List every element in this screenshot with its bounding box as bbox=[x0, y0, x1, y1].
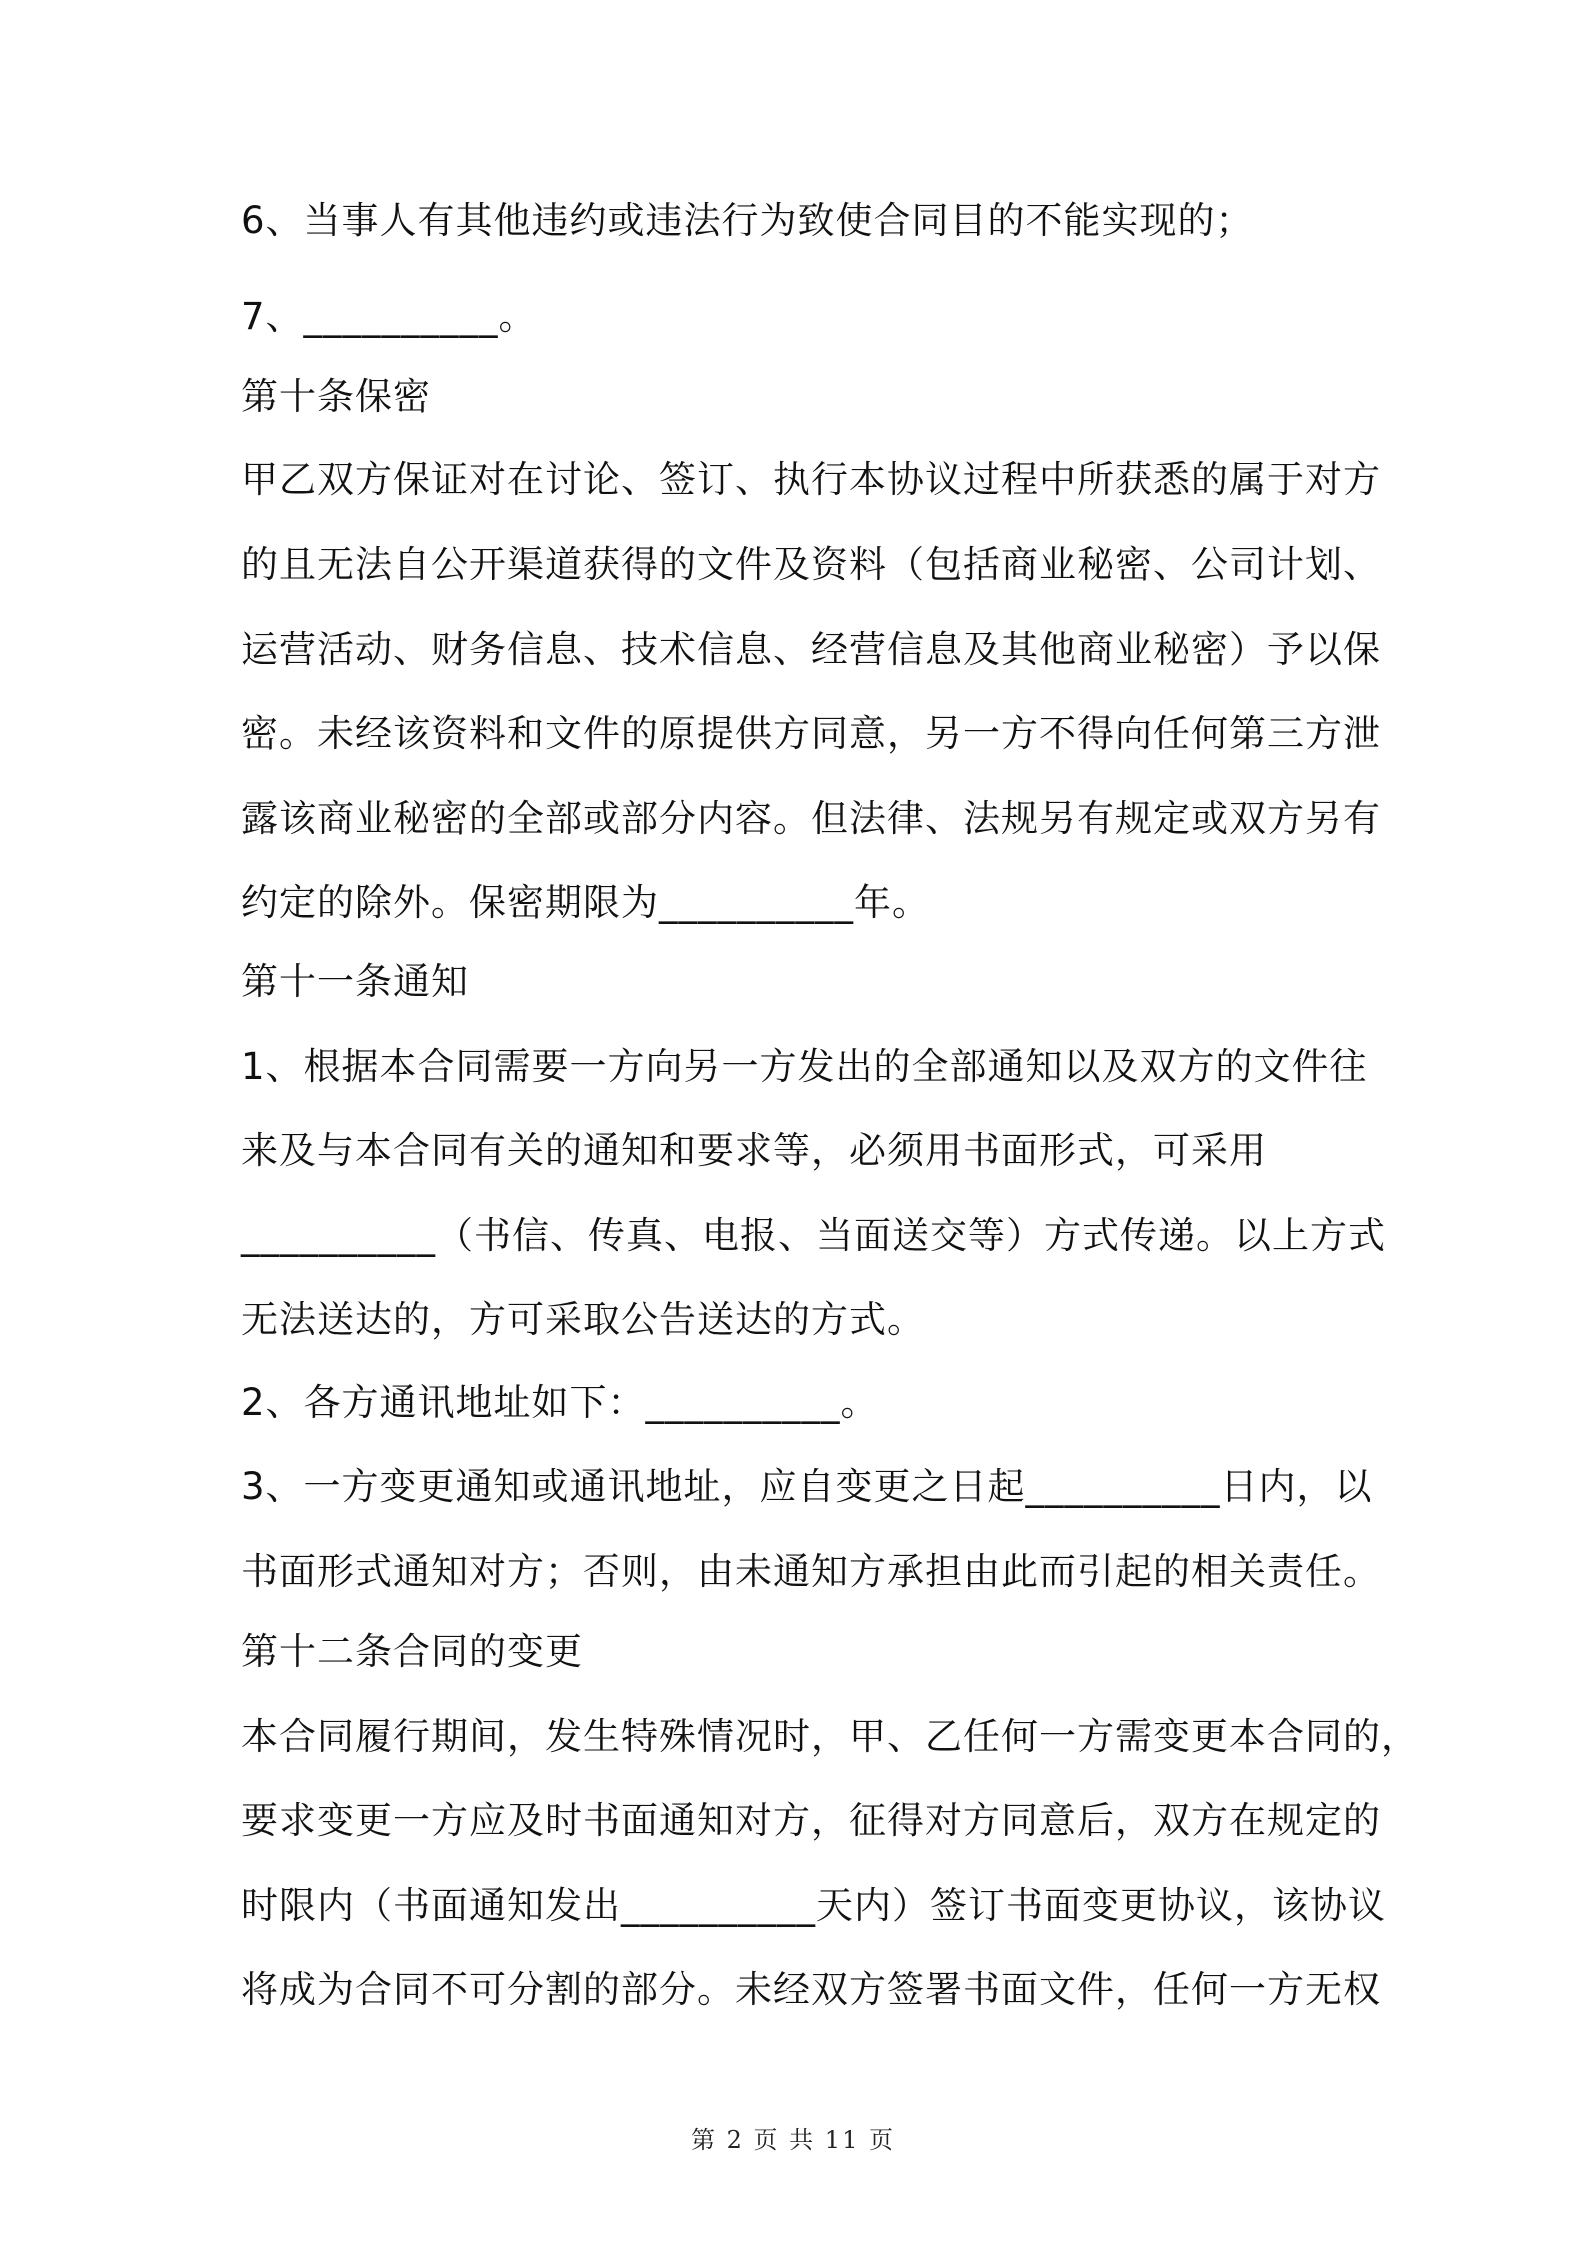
section-heading-notice: 第十一条通知 bbox=[241, 960, 469, 1003]
paragraph-line: 的且无法自公开渠道获得的文件及资料（包括商业秘密、公司计划、 bbox=[241, 543, 1381, 586]
section-heading-amendment: 第十二条合同的变更 bbox=[241, 1630, 583, 1673]
clause-item-6: 6、当事人有其他违约或违法行为致使合同目的不能实现的； bbox=[241, 199, 1254, 242]
paragraph-line: 无法送达的，方可采取公告送达的方式。 bbox=[241, 1298, 925, 1341]
paragraph-line: 3、一方变更通知或通讯地址，应自变更之日起__________日内，以 bbox=[241, 1465, 1373, 1508]
paragraph-line: 本合同履行期间，发生特殊情况时，甲、乙任何一方需变更本合同的， bbox=[241, 1715, 1419, 1758]
paragraph-line: 密。未经该资料和文件的原提供方同意，另一方不得向任何第三方泄 bbox=[241, 712, 1381, 755]
paragraph-line: 将成为合同不可分割的部分。未经双方签署书面文件，任何一方无权 bbox=[241, 1968, 1381, 2011]
paragraph-line: 约定的除外。保密期限为__________年。 bbox=[241, 881, 930, 924]
section-heading-confidentiality: 第十条保密 bbox=[241, 375, 431, 418]
paragraph-line: 甲乙双方保证对在讨论、签订、执行本协议过程中所获悉的属于对方 bbox=[241, 458, 1381, 501]
paragraph-line: 来及与本合同有关的通知和要求等，必须用书面形式，可采用 bbox=[241, 1129, 1267, 1172]
paragraph-line: 1、根据本合同需要一方向另一方发出的全部通知以及双方的文件往 bbox=[241, 1045, 1368, 1088]
page-number-footer: 第 2 页 共 11 页 bbox=[691, 2126, 895, 2154]
paragraph-line: __________（书信、传真、电报、当面送交等）方式传递。以上方式 bbox=[241, 1214, 1386, 1257]
paragraph-line: 运营活动、财务信息、技术信息、经营信息及其他商业秘密）予以保 bbox=[241, 628, 1381, 671]
paragraph-line: 时限内（书面通知发出__________天内）签订书面变更协议，该协议 bbox=[241, 1884, 1386, 1927]
paragraph-line: 要求变更一方应及时书面通知对方，征得对方同意后，双方在规定的 bbox=[241, 1799, 1381, 1842]
paragraph-line: 书面形式通知对方；否则，由未通知方承担由此而引起的相关责任。 bbox=[241, 1550, 1381, 1593]
paragraph-line: 露该商业秘密的全部或部分内容。但法律、法规另有规定或双方另有 bbox=[241, 797, 1381, 840]
clause-item-7: 7、__________。 bbox=[241, 295, 537, 338]
paragraph-line: 2、各方通讯地址如下：__________。 bbox=[241, 1381, 879, 1424]
